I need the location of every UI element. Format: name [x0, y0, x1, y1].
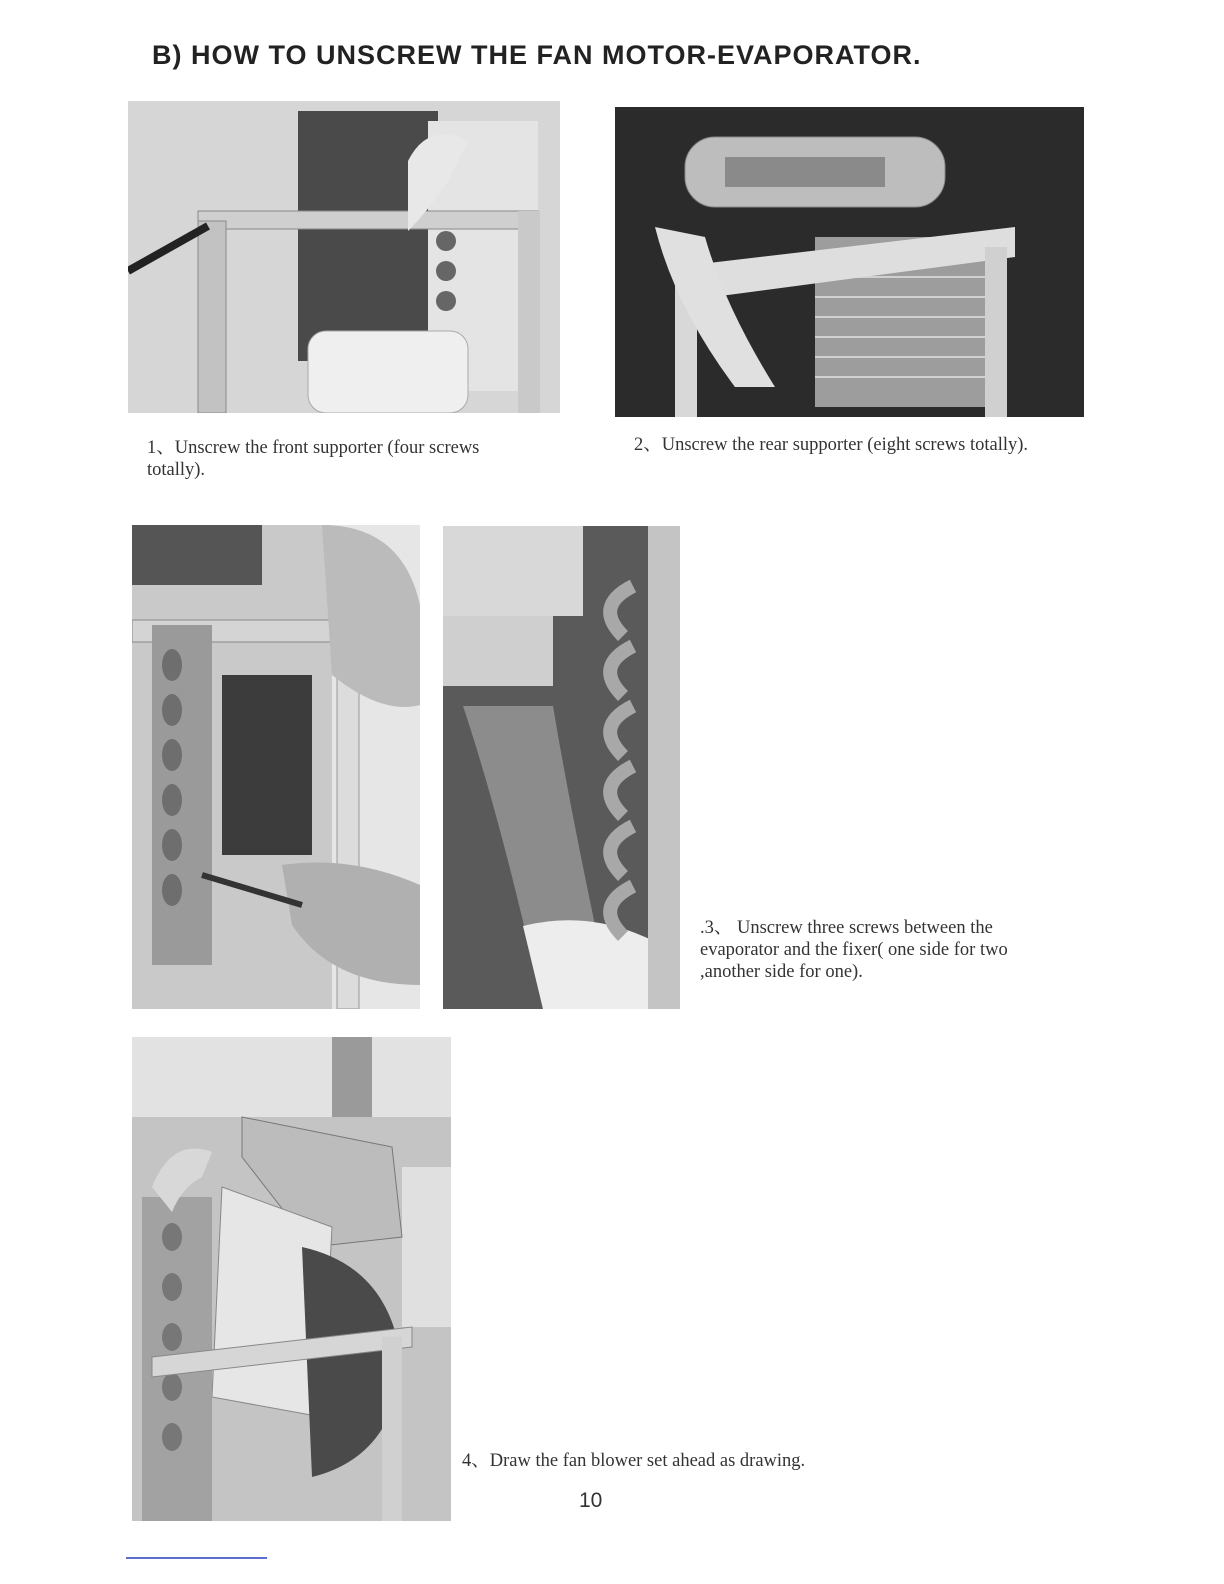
step-3-caption: .3、 Unscrew three screws between the evaporator and the fixer( one side for two ,another side for one). — [700, 918, 1008, 982]
fan-blower-photo — [132, 1037, 451, 1521]
step-4-caption: 4、Draw the fan blower set ahead as drawing. — [462, 1451, 806, 1471]
evaporator-coils-photo — [443, 526, 680, 1009]
step-1-caption: 1、Unscrew the front supporter (four screws totally). — [147, 438, 480, 480]
step-2-caption: 2、Unscrew the rear supporter (eight screws totally). — [634, 435, 1029, 455]
front-supporter-photo — [128, 101, 560, 413]
evaporator-screws-photo — [132, 525, 420, 1009]
footnote-divider — [126, 1557, 267, 1559]
rear-supporter-photo — [615, 107, 1084, 417]
page-number: 10 — [579, 1489, 603, 1512]
page-title: B) HOW TO UNSCREW THE FAN MOTOR-EVAPORATOR. — [152, 40, 922, 70]
